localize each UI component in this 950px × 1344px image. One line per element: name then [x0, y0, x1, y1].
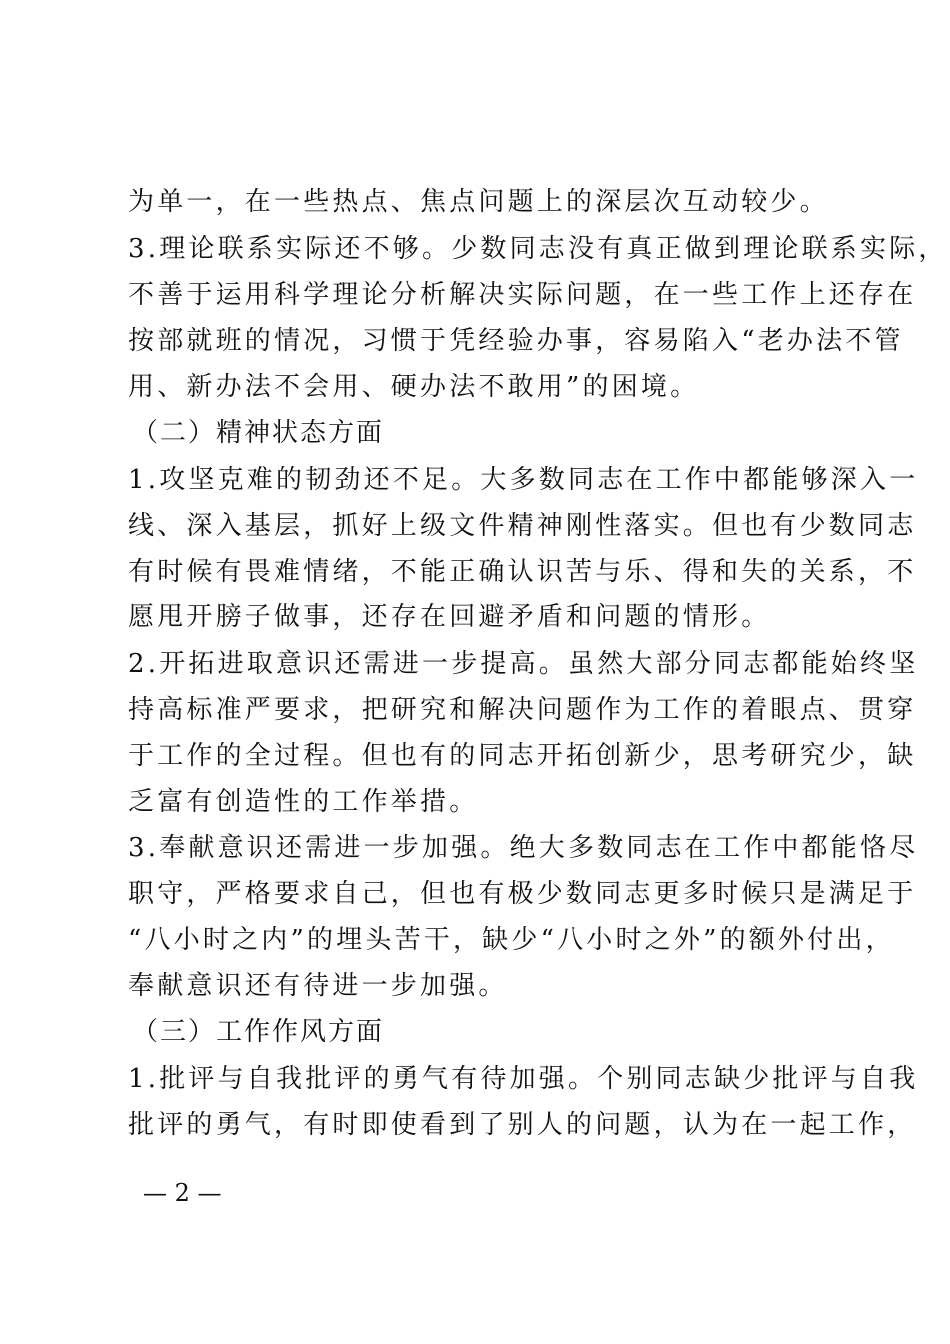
- text-line: 1.批评与自我批评的勇气有待加强。个别同志缺少批评与自我: [128, 1064, 919, 1094]
- text-line: 3.理论联系实际还不够。少数同志没有真正做到理论联系实际，: [128, 234, 948, 264]
- page-number: — 2 —: [143, 1179, 222, 1207]
- text-line: “八小时之内”的埋头苦干，缺少“八小时之外”的额外付出，: [128, 925, 895, 955]
- section-heading: （二）精神状态方面: [132, 418, 385, 448]
- text-line: 3.奉献意识还需进一步加强。绝大多数同志在工作中都能恪尽: [128, 833, 919, 863]
- text-line: 于工作的全过程。但也有的同志开拓创新少，思考研究少，缺: [128, 741, 917, 771]
- text-line: 1.攻坚克难的韧劲还不足。大多数同志在工作中都能够深入一: [128, 465, 919, 495]
- text-line: 2.开拓进取意识还需进一步提高。虽然大部分同志都能始终坚: [128, 649, 919, 679]
- text-line: 不善于运用科学理论分析解决实际问题，在一些工作上还存在: [128, 280, 917, 310]
- text-line: 批评的勇气，有时即使看到了别人的问题，认为在一起工作，: [128, 1110, 917, 1140]
- text-line: 愿甩开膀子做事，还存在回避矛盾和问题的情形。: [128, 602, 771, 632]
- text-line: 有时候有畏难情绪，不能正确认识苦与乐、得和失的关系，不: [128, 557, 917, 587]
- section-heading: （三）工作作风方面: [132, 1017, 385, 1047]
- text-line: 奉献意识还有待进一步加强。: [128, 971, 508, 1001]
- text-line: 持高标准严要求，把研究和解决问题作为工作的着眼点、贯穿: [128, 695, 917, 725]
- text-line: 为单一，在一些热点、焦点问题上的深层次互动较少。: [128, 187, 829, 217]
- text-line: 职守，严格要求自己，但也有极少数同志更多时候只是满足于: [128, 879, 917, 909]
- text-line: 按部就班的情况，习惯于凭经验办事，容易陷入“老办法不管: [128, 326, 904, 356]
- text-line: 乏富有创造性的工作举措。: [128, 787, 479, 817]
- text-line: 用、新办法不会用、硬办法不敢用”的困境。: [128, 372, 700, 402]
- text-line: 线、深入基层，抓好上级文件精神刚性落实。但也有少数同志: [128, 511, 917, 541]
